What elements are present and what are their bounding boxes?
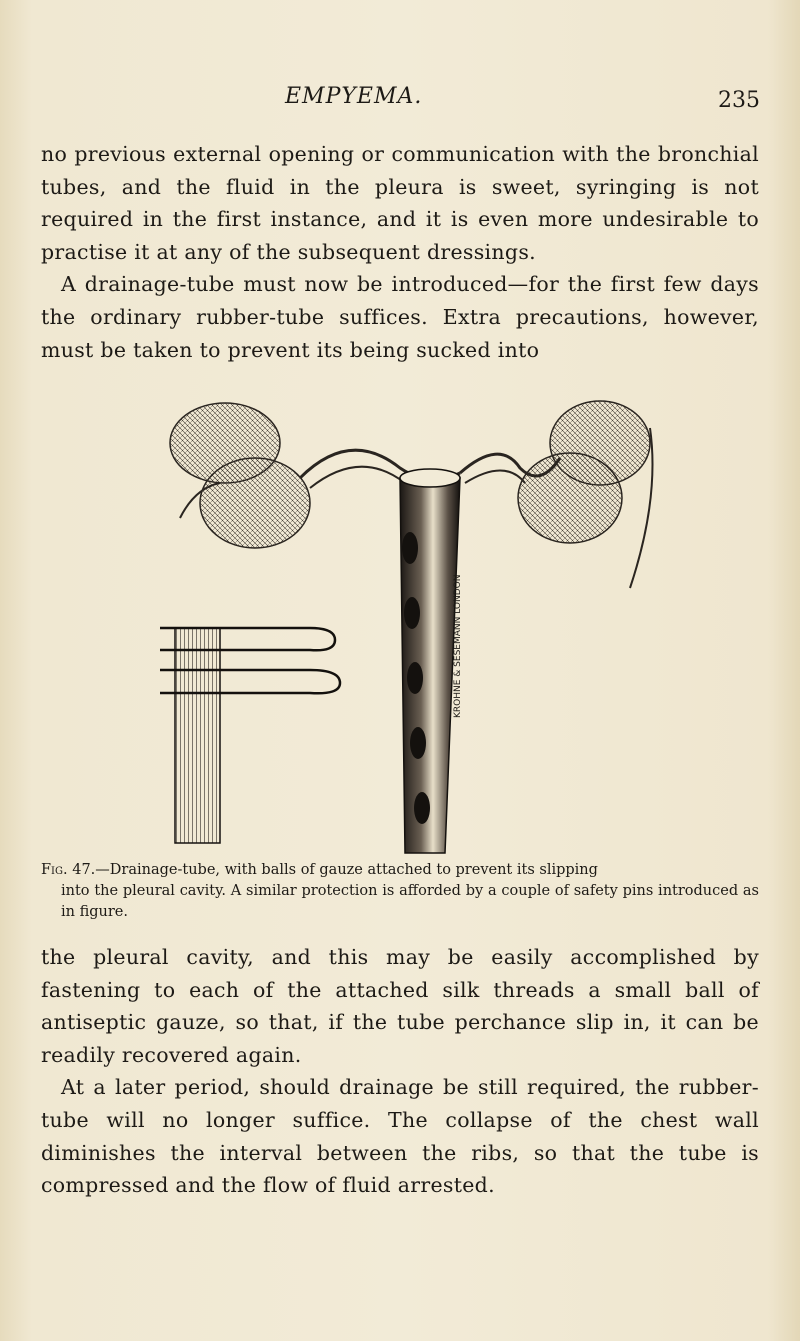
body-text-bottom (41, 941, 759, 1202)
paragraph: A drainage-tube must now be introduced—for the first few days the ordinary rubber-tube suffices. Extra precautions, however, must be taken to prevent its being sucked into (41, 272, 759, 362)
drainage-tube-illustration (160, 388, 665, 858)
running-title: EMPYEMA. (285, 84, 423, 109)
page-number: 235 (718, 88, 760, 113)
short-tube-icon (175, 628, 220, 843)
drainage-tube-icon (400, 469, 463, 853)
caption-rest: into the pleural cavity. A similar protection is afforded by a couple of safety pins introduced as in figure. (61, 883, 759, 920)
figure-47 (160, 388, 665, 858)
caption-line1: —Drainage-tube, with balls of gauze attached to prevent its slipping (95, 862, 598, 878)
gauze-ball-right-icon (518, 401, 653, 588)
running-head (0, 84, 800, 114)
paragraph: the pleural cavity, and this may be easily accomplished by fastening to each of the attached silk threads a small ball of antiseptic gauze, so that, if the tube perchance slip in, it can be readily recovered again. (41, 945, 759, 1067)
paragraph: no previous external opening or communication with the bronchial tubes, and the fluid in the pleura is sweet, syringing is not required in the first instance, and it is even more undesirable to practise it at any of the subsequent dressings. (41, 142, 759, 264)
figure-caption (41, 860, 759, 923)
paragraph: At a later period, should drainage be still required, the rubber-tube will no longer suffice. The collapse of the chest wall diminishes the interval between the ribs, so that the tube is compressed and the flow of fluid arrested. (41, 1075, 759, 1198)
gauze-ball-left-icon (170, 403, 310, 548)
tube-maker-stamp: KROHNE & SESEMANN LONDON (453, 574, 463, 718)
body-text-top (41, 138, 759, 366)
caption-label: Fig. 47. (41, 862, 96, 878)
